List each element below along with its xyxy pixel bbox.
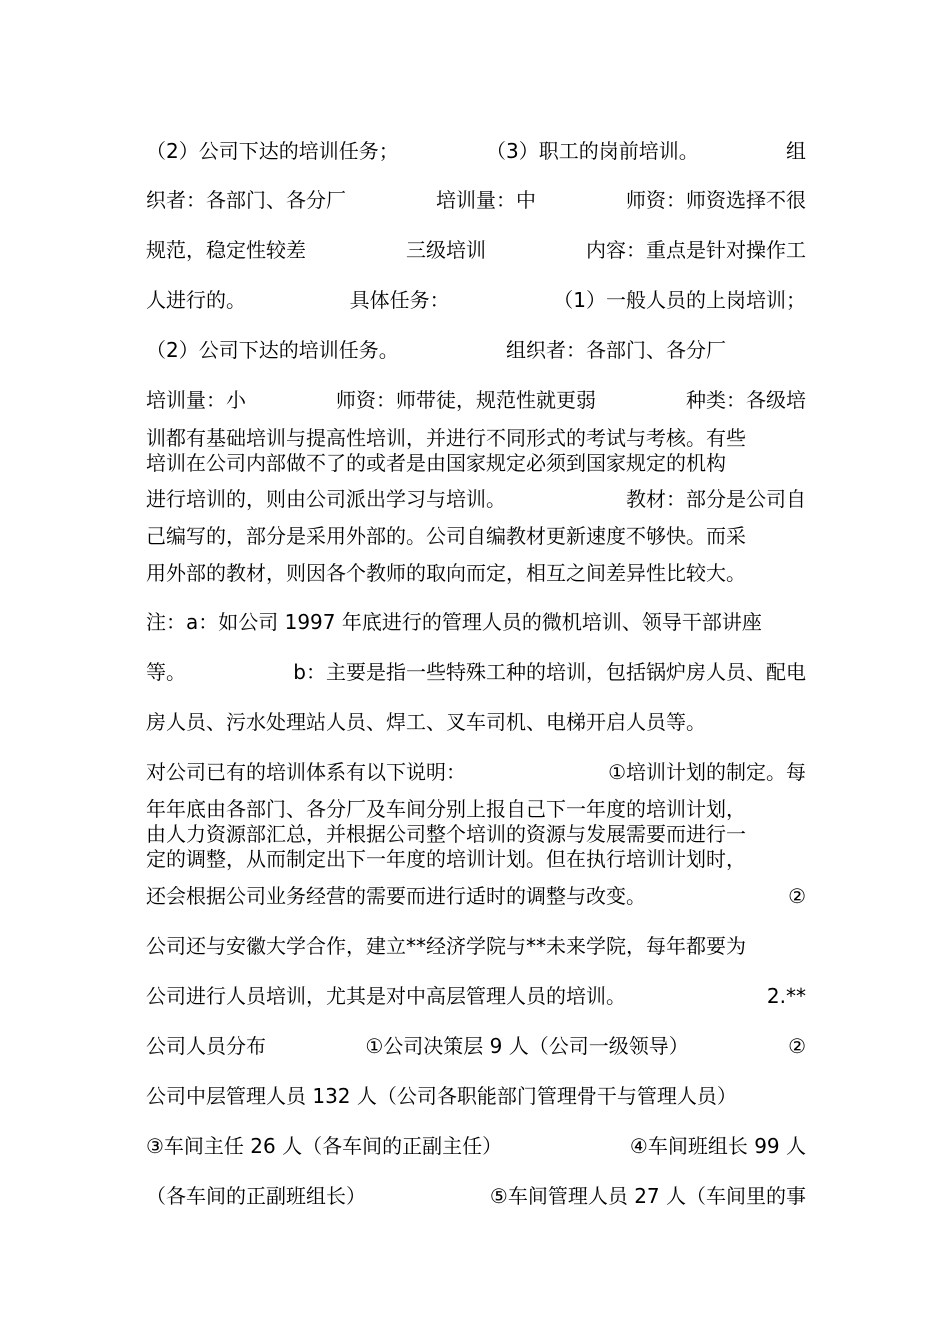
- text-segment: ①培训计划的制定。每: [608, 760, 806, 784]
- text-line: [146, 660, 806, 684]
- text-segment: 2.**: [766, 984, 806, 1008]
- text-segment: 用外部的教材，则因各个教师的取向而定，相互之间差异性比较大。: [146, 561, 746, 585]
- text-segment: 定的调整，从而制定出下一年度的培训计划。但在执行培训计划时，: [146, 847, 746, 871]
- text-segment: ①公司决策层 9 人（公司一级领导）: [365, 1034, 689, 1058]
- text-line: [146, 884, 806, 908]
- text-segment: 种类：各级培: [686, 388, 806, 412]
- text-segment: 组: [786, 139, 806, 163]
- text-segment: 教材：部分是公司自: [626, 487, 806, 511]
- text-segment: （1）一般人员的上岗培训；: [553, 288, 806, 312]
- text-line: [146, 388, 806, 412]
- text-segment: 公司还与安徽大学合作，建立**经济学院与**未来学院，每年都要为: [146, 934, 746, 958]
- text-segment: 年年底由各部门、各分厂及车间分别上报自己下一年度的培训计划，: [146, 797, 746, 821]
- text-segment: 还会根据公司业务经营的需要而进行适时的调整与改变。: [146, 884, 646, 908]
- text-line: [146, 934, 806, 958]
- text-segment: 规范，稳定性较差: [146, 238, 306, 262]
- text-segment: （各车间的正副班组长）: [146, 1184, 366, 1208]
- text-line: [146, 797, 806, 821]
- text-line: [146, 338, 726, 362]
- text-segment: 培训量：中: [436, 188, 536, 212]
- text-segment: ②: [788, 884, 806, 908]
- text-segment: ④车间班组长 99 人: [629, 1134, 806, 1158]
- text-line: [146, 1034, 806, 1058]
- text-segment: 由人力资源部汇总，并根据公司整个培训的资源与发展需要而进行一: [146, 822, 746, 846]
- text-segment: 培训在公司内部做不了的或者是由国家规定必须到国家规定的机构: [146, 451, 726, 475]
- text-segment: ③车间主任 26 人（各车间的正副主任）: [146, 1134, 503, 1158]
- text-segment: （2）公司下达的培训任务；: [146, 139, 399, 163]
- text-line: [146, 561, 806, 585]
- text-segment: 内容：重点是针对操作工: [586, 238, 806, 262]
- text-segment: ⑤车间管理人员 27 人（车间里的事: [489, 1184, 806, 1208]
- text-segment: 房人员、污水处理站人员、焊工、叉车司机、电梯开启人员等。: [146, 710, 706, 734]
- text-segment: 公司进行人员培训，尤其是对中高层管理人员的培训。: [146, 984, 626, 1008]
- text-line: [146, 524, 806, 548]
- text-line: [146, 188, 806, 212]
- text-line: [146, 822, 806, 846]
- text-line: [146, 139, 806, 163]
- text-line: [146, 238, 806, 262]
- text-line: [146, 610, 806, 634]
- text-line: [146, 426, 806, 450]
- text-segment: 织者：各部门、各分厂: [146, 188, 346, 212]
- text-segment: 进行培训的，则由公司派出学习与培训。: [146, 487, 506, 511]
- text-segment: 训都有基础培训与提高性培训，并进行不同形式的考试与考核。有些: [146, 426, 746, 450]
- text-line: [146, 847, 806, 871]
- text-segment: 等。: [146, 660, 186, 684]
- text-segment: 公司中层管理人员 132 人（公司各职能部门管理骨干与管理人员）: [146, 1084, 737, 1108]
- text-line: [146, 984, 806, 1008]
- text-segment: （2）公司下达的培训任务。: [146, 338, 399, 362]
- text-segment: 公司人员分布: [146, 1034, 266, 1058]
- text-line: [146, 710, 806, 734]
- text-segment: 注：a：如公司 1997 年底进行的管理人员的微机培训、领导干部讲座: [146, 610, 762, 634]
- text-line: [146, 760, 806, 784]
- text-segment: 师资：师带徒，规范性就更弱: [336, 388, 596, 412]
- text-line: [146, 1134, 806, 1158]
- text-segment: 对公司已有的培训体系有以下说明：: [146, 760, 466, 784]
- text-line: [146, 1184, 806, 1208]
- text-segment: b：主要是指一些特殊工种的培训，包括锅炉房人员、配电: [293, 660, 806, 684]
- text-segment: 己编写的，部分是采用外部的。公司自编教材更新速度不够快。而采: [146, 524, 746, 548]
- text-line: [146, 451, 806, 475]
- text-segment: （3）职工的岗前培训。: [486, 139, 699, 163]
- text-line: [146, 1084, 806, 1108]
- text-line: [146, 487, 806, 511]
- text-segment: 人进行的。: [146, 288, 246, 312]
- text-line: [146, 288, 806, 312]
- text-segment: 三级培训: [406, 238, 486, 262]
- text-segment: 组织者：各部门、各分厂: [506, 338, 726, 362]
- text-segment: 具体任务：: [349, 288, 450, 312]
- text-segment: 师资：师资选择不很: [626, 188, 806, 212]
- text-segment: 培训量：小: [146, 388, 246, 412]
- text-segment: ②: [788, 1034, 806, 1058]
